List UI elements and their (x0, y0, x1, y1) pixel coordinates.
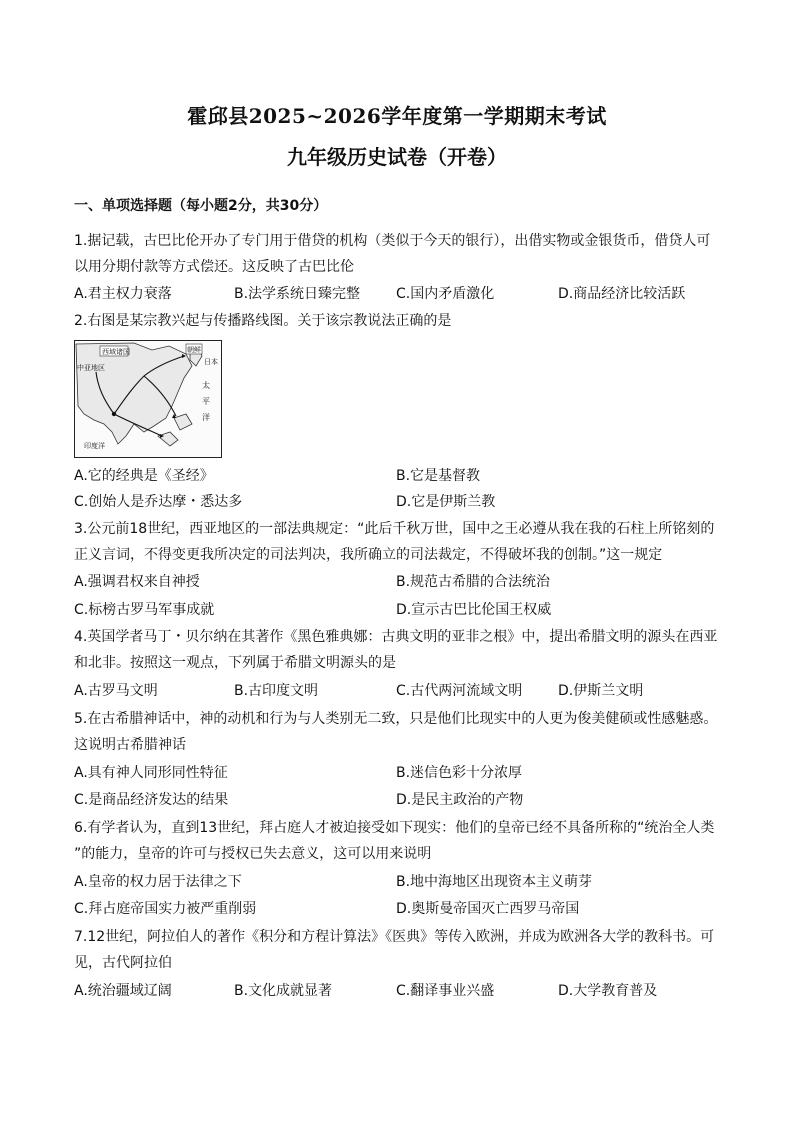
option-c: C.国内矛盾激化 (396, 286, 495, 302)
option-d: D.是民主政治的产物 (396, 792, 524, 808)
option-a: A.皇帝的权力居于法律之下 (74, 874, 242, 890)
question-text-line: 见，古代阿拉伯 (74, 955, 172, 971)
question-text-line: 正义言词，不得变更我所决定的司法判决，我所确立的司法裁定，不得破坏我的创制。”这一规定 (74, 547, 663, 563)
option-b: B.它是基督教 (396, 468, 481, 484)
map-label-pacific-1: 太 (202, 381, 210, 390)
question-text-line: 3.公元前18世纪，西亚地区的一部法典规定：“此后千秋万世，国中之王必遵从我在我的石柱上所铭刻的 (74, 521, 715, 537)
option-d: D.商品经济比较活跃 (558, 286, 686, 302)
option-a: A.统治疆域辽阔 (74, 983, 172, 999)
question-text-line: 和北非。按照这一观点，下列属于希腊文明源头的是 (74, 655, 396, 671)
option-c: C.翻译事业兴盛 (396, 983, 495, 999)
option-c: C.古代两河流域文明 (396, 683, 523, 699)
option-d: D.奥斯曼帝国灭亡西罗马帝国 (396, 901, 580, 917)
map-label-xiyu: 西域诸国 (102, 348, 130, 356)
map-label-japan: 日本 (204, 358, 218, 366)
exam-subtitle: 九年级历史试卷（开卷） (287, 145, 507, 169)
option-a: A.强调君权来自神授 (74, 574, 200, 590)
question-text-line: 这说明古希腊神话 (74, 737, 186, 753)
question-text-line: 5.在古希腊神话中，神的动机和行为与人类别无二致，只是他们比现实中的人更为俊美健硕或性感魅惑。 (74, 711, 718, 727)
question-text-line: 4.英国学者马丁・贝尔纳在其著作《黑色雅典娜：古典文明的亚非之根》中，提出希腊文明的源头在西亚 (74, 629, 718, 645)
question-7 (74, 924, 726, 976)
map-label-central-asia: 中亚地区 (77, 364, 105, 372)
option-a: A.君主权力衰落 (74, 286, 172, 302)
option-b: B.法学系统日臻完整 (234, 286, 361, 302)
exam-title: 霍邱县2025~2026学年度第一学期期末考试 (187, 104, 607, 128)
question-4 (74, 624, 726, 676)
option-a: A.具有神人同形同性特征 (74, 765, 228, 781)
option-d: D.伊斯兰文明 (558, 683, 644, 699)
religion-spread-map (74, 340, 222, 458)
map-label-pacific-2: 平 (202, 397, 210, 406)
question-5 (74, 706, 726, 758)
question-text-line: ”的能力，皇帝的许可与授权已失去意义，这可以用来说明 (74, 846, 432, 862)
option-b: B.文化成就显著 (234, 983, 333, 999)
map-label-korea: 朝鲜 (187, 346, 201, 354)
option-b: B.规范古希腊的合法统治 (396, 574, 551, 590)
map-label-pacific-3: 洋 (202, 413, 210, 422)
option-d: D.它是伊斯兰教 (396, 494, 496, 510)
question-text-line: 6.有学者认为，直到13世纪，拜占庭人才被迫接受如下现实：他们的皇帝已经不具备所称的“统治全人类 (74, 820, 715, 836)
question-6 (74, 815, 726, 867)
option-b: B.迷信色彩十分浓厚 (396, 765, 523, 781)
question-text-line: 以用分期付款等方式偿还。这反映了古巴比伦 (74, 259, 354, 275)
option-d: D.大学教育普及 (558, 983, 658, 999)
question-3 (74, 516, 726, 568)
question-text-line: 2.右图是某宗教兴起与传播路线图。关于该宗教说法正确的是 (74, 313, 452, 329)
option-a: A.古罗马文明 (74, 683, 158, 699)
question-1 (74, 228, 726, 280)
option-c: C.拜占庭帝国实力被严重削弱 (74, 901, 257, 917)
question-2 (74, 308, 726, 334)
option-d: D.宣示古巴比伦国王权威 (396, 602, 552, 618)
option-c: C.创始人是乔达摩・悉达多 (74, 494, 243, 510)
option-b: B.地中海地区出现资本主义萌芽 (396, 874, 593, 890)
option-c: C.标榜古罗马军事成就 (74, 602, 215, 618)
option-c: C.是商品经济发达的结果 (74, 792, 229, 808)
option-b: B.古印度文明 (234, 683, 319, 699)
section-heading: 一、单项选择题（每小题2分，共30分） (74, 198, 328, 214)
map-label-indian-ocean: 印度洋 (84, 442, 105, 450)
option-a: A.它的经典是《圣经》 (74, 468, 214, 484)
question-text-line: 7.12世纪，阿拉伯人的著作《积分和方程计算法》《医典》等传入欧洲，并成为欧洲各大学的教科书。可 (74, 929, 715, 945)
question-text-line: 1.据记载，古巴比伦开办了专门用于借贷的机构（类似于今天的银行），出借实物或金银货币，借贷人可 (74, 233, 711, 249)
